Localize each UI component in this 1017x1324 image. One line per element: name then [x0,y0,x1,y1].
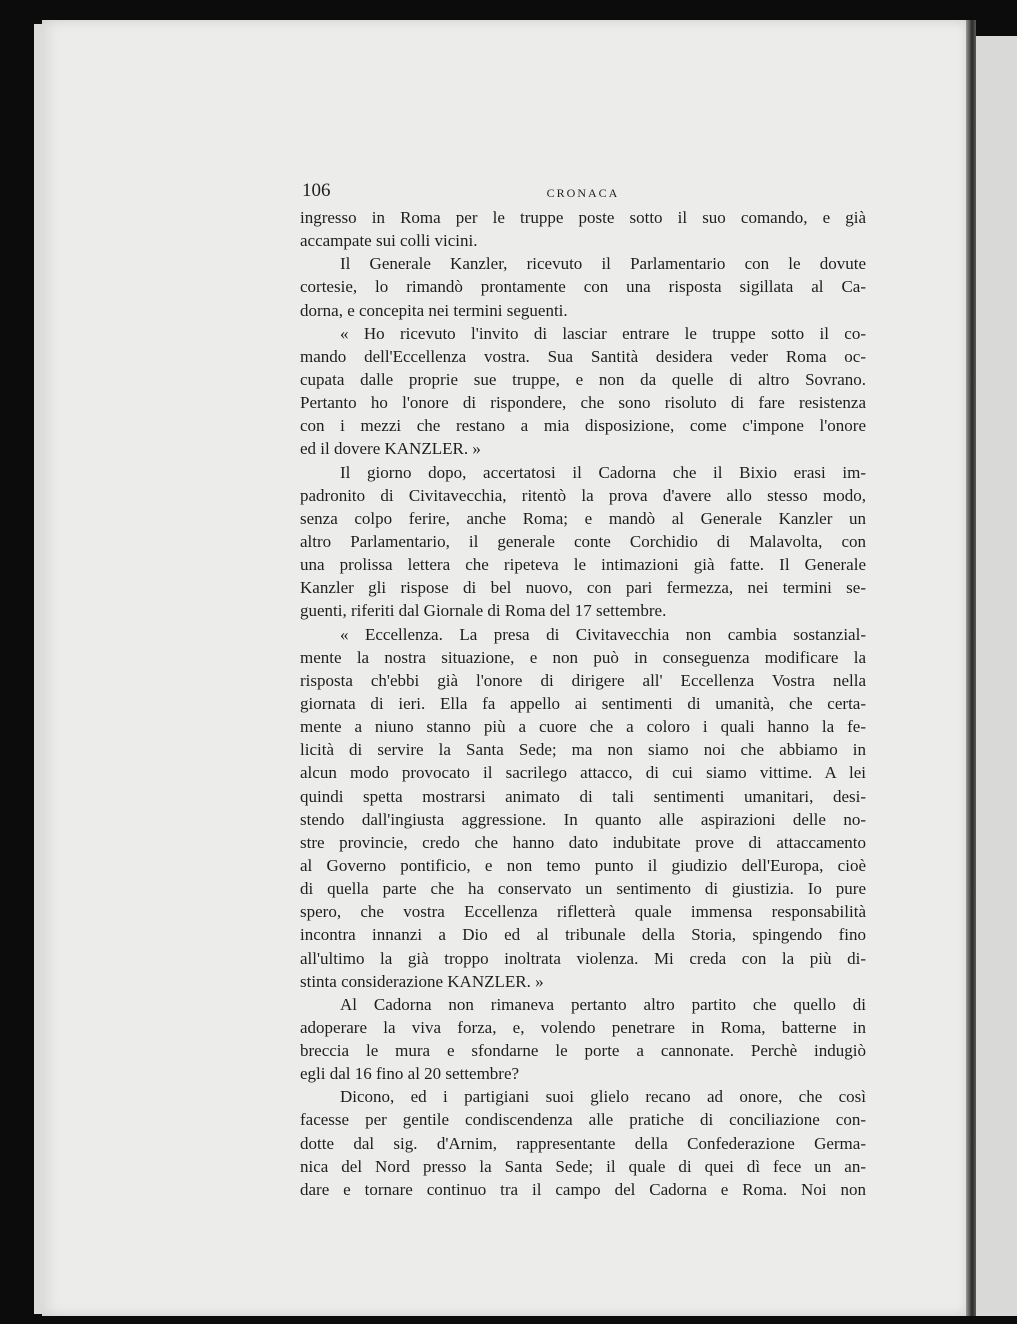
text-line: breccia le mura e sfondarne le porte a cannonate. Perchè indugiò [300,1041,866,1061]
text-line: dare e tornare continuo tra il campo del Cadorna e Roma. Noi non [300,1179,866,1199]
text-line: incontra innanzi a Dio ed al tribunale della Storia, spingendo fino [300,925,866,945]
body-text [300,206,866,1201]
text-line: Kanzler gli rispose di bel nuovo, con pari fermezza, nei termini se- [300,578,866,598]
section-title: CRONACA [546,186,620,200]
text-line: Il giorno dopo, accertatosi il Cadorna che il Bixio erasi im- [340,462,866,482]
text-line: cupata dalle proprie sue truppe, e non da quelle di altro Sovrano. [300,369,866,389]
text-line: adoperare la viva forza, e, volendo penetrare in Roma, batterne in [300,1017,866,1037]
facing-page-edge [976,36,1017,1316]
text-line: mando dell'Eccellenza vostra. Sua Santità desidera veder Roma oc- [300,346,866,366]
text-line: alcun modo provocato il sacrilego attacco, di cui siamo vittime. A lei [300,763,866,783]
text-line: altro Parlamentario, il generale conte Corchidio di Malavolta, con [300,531,866,551]
text-line: ed il dovere KANZLER. » [300,439,481,459]
text-line: Il Generale Kanzler, ricevuto il Parlamentario con le dovute [340,254,866,274]
text-line: di quella parte che ha conservato un sentimento di giustizia. Io pure [300,879,866,899]
text-line: al Governo pontificio, e non temo punto il giudizio dell'Europa, cioè [300,855,866,875]
text-line: « Ho ricevuto l'invito di lasciar entrare le truppe sotto il co- [340,323,866,343]
text-line: quindi spetta mostrarsi animato di tali sentimenti umanitari, desi- [300,786,866,806]
text-line: senza colpo ferire, anche Roma; e mandò al Generale Kanzler un [300,508,866,528]
text-line: giornata di ieri. Ella fa appello ai sentimenti di umanità, che certa- [300,693,866,713]
text-line: una prolissa lettera che ripeteva le intimazioni già fatte. Il Generale [300,555,866,575]
text-line: dotte dal sig. d'Arnim, rappresentante della Confederazione Germa- [300,1133,866,1153]
text-line: Dicono, ed i partigiani suoi glielo recano ad onore, che così [340,1087,866,1107]
text-line: Pertanto ho l'onore di rispondere, che sono risoluto di fare resistenza [300,393,866,413]
text-line: stre provincie, credo che hanno dato indubitate prove di attaccamento [300,832,866,852]
text-line: Al Cadorna non rimaneva pertanto altro partito che quello di [340,994,866,1014]
text-line: stendo dall'ingiusta aggressione. In quanto alle aspirazioni delle no- [300,809,866,829]
text-line: padronito di Civitavecchia, ritentò la prova d'avere allo stesso modo, [300,485,866,505]
text-line: nica del Nord presso la Santa Sede; il quale di quei dì fece un an- [300,1156,866,1176]
book-gutter [966,20,976,1316]
text-line: stinta considerazione KANZLER. » [300,971,544,991]
text-line: cortesie, lo rimandò prontamente con una risposta sigillata al Ca- [300,277,866,297]
text-line: risposta ch'ebbi già l'onore di dirigere all' Eccellenza Vostra nella [300,670,866,690]
page-number: 106 [302,180,331,201]
text-line: egli dal 16 fino al 20 settembre? [300,1064,520,1084]
text-line: dorna, e concepita nei termini seguenti. [300,300,568,320]
text-line: facesse per gentile condiscendenza alle pratiche di conciliazione con- [300,1110,866,1130]
text-line: all'ultimo la già troppo inoltrata violenza. Mi creda con la più di- [300,948,866,968]
text-line: accampate sui colli vicini. [300,231,478,251]
text-line: « Eccellenza. La presa di Civitavecchia non cambia sostanzial- [340,624,866,644]
text-line: licità di servire la Santa Sede; ma non siamo noi che abbiamo in [300,740,866,760]
text-line: mente a niuno stanno più a cuore che a coloro i quali hanno la fe- [300,717,866,737]
page-text-block [300,180,866,1201]
text-line: con i mezzi che restano a mia disposizione, come c'impone l'onore [300,416,866,436]
text-line: mente la nostra situazione, e non può in conseguenza modificare la [300,647,866,667]
text-line: guenti, riferiti dal Giornale di Roma del 17 settembre. [300,601,667,621]
text-line: spero, che vostra Eccellenza rifletterà quale immensa responsabilità [300,902,866,922]
text-line: ingresso in Roma per le truppe poste sotto il suo comando, e già [300,208,866,227]
running-head [300,180,866,206]
